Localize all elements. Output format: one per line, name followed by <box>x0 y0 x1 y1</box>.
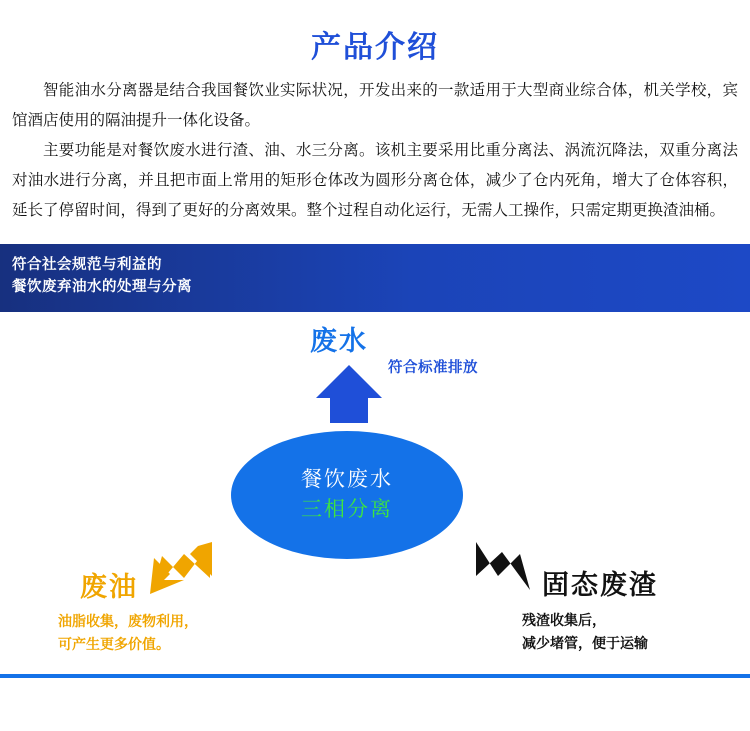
output-note-solid-residue-line-2: 减少堵管，便于运输 <box>522 635 648 651</box>
banner-line-1: 符合社会规范与利益的 <box>12 257 162 273</box>
output-note-wastewater: 符合标准排放 <box>388 360 478 376</box>
output-label-solid-residue: 固态废渣 <box>542 570 658 600</box>
arrow-down-right-icon <box>474 540 532 592</box>
center-label-line-1: 餐饮废水 <box>301 468 393 491</box>
center-ellipse <box>231 431 463 559</box>
page-title: 产品介绍 <box>311 31 439 64</box>
arrow-down-left-icon <box>150 542 212 594</box>
footer-rule <box>0 674 750 678</box>
output-note-solid-residue-line-1: 残渣收集后， <box>522 612 606 628</box>
output-note-waste-oil-line-2: 可产生更多价值。 <box>58 636 170 652</box>
separation-diagram <box>0 312 750 678</box>
output-label-waste-oil: 废油 <box>80 572 138 602</box>
intro-section <box>0 76 750 226</box>
output-note-solid-residue <box>522 609 648 655</box>
output-note-waste-oil <box>58 610 198 656</box>
output-label-wastewater: 废水 <box>310 326 368 356</box>
center-label-line-2: 三相分离 <box>301 498 393 521</box>
banner-line-2: 餐饮废弃油水的处理与分离 <box>12 279 192 295</box>
intro-paragraph-1: 智能油水分离器是结合我国餐饮业实际状况，开发出来的一款适用于大型商业综合体，机关学校，宾馆酒店使用的隔油提升一体化设备。 <box>12 82 738 129</box>
banner <box>0 244 750 312</box>
intro-paragraph-2: 主要功能是对餐饮废水进行渣、油、水三分离。该机主要采用比重分离法、涡流沉降法，双重分离法对油水进行分离，并且把市面上常用的矩形仓体改为圆形分离仓体，减少了仓内死角，增大了仓体容积，延长了停留时间，得到了更好的分离效果。整个过程自动化运行，无需人工操作，只需定期更换渣油桶。 <box>12 142 738 219</box>
output-note-waste-oil-line-1: 油脂收集，废物利用， <box>58 613 198 629</box>
